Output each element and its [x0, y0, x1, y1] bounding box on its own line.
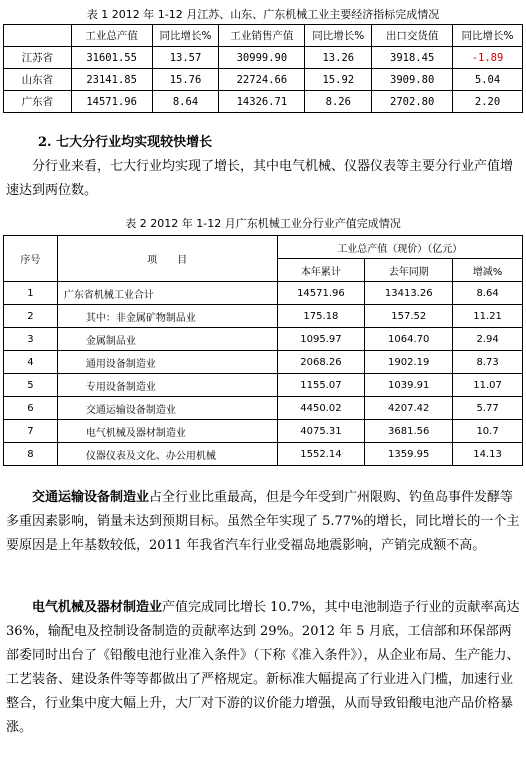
- table2-caption: 表 2 2012 年 1-12 月广东机械工业分行业产值完成情况: [125, 217, 401, 230]
- seq-header: 序号: [4, 236, 58, 282]
- province-cell: 江苏省: [4, 47, 72, 69]
- previous-cell: 1039.91: [365, 374, 453, 397]
- item-cell: 广东省机械工业合计: [57, 282, 277, 305]
- value-cell: 5.04: [453, 69, 523, 91]
- previous-cell: 4207.42: [365, 397, 453, 420]
- item-cell: 专用设备制造业: [57, 374, 277, 397]
- table-row: [4, 69, 523, 91]
- table1-header-cell: 工业销售产值: [219, 25, 305, 47]
- sub-header-cell: 去年同期: [365, 259, 453, 282]
- table2: [3, 235, 523, 466]
- paragraph-body: 占全行业比重最高，但是今年受到广州限购、钓鱼岛事件发酵等多重因素影响，销量未达到预期目标。虽然全年实现了 5.77%的增长，同比增长的一个主要原因是上年基数较低，2011 年我省汽车行业受福岛地震影响，产销完成额不高。: [6, 490, 520, 553]
- seq-cell: 1: [4, 282, 58, 305]
- sub-header-cell: 本年累计: [277, 259, 365, 282]
- paragraph-body: 产值完成同比增长 10.7%，其中电池制造子行业的贡献率高达 36%，输配电及控制设备制造的贡献率达到 29%。2012 年 5 月底，工信部和环保部两部委同时出台了《铅酸电池行业准入条件》（下称《准入条件》），从企业布局、生产能力、工艺装备、建设条件等等都做出了严格规定。新标准大幅提高了行业进入门槛，加速行业整合，行业集中度大幅上升，大厂对下游的议价能力增强，从而导致铅酸电池产品价格暴涨。: [6, 600, 520, 735]
- table1-header-cell: 出口交货值: [372, 25, 453, 47]
- value-cell: 14326.71: [219, 91, 305, 113]
- value-cell: 8.64: [152, 91, 219, 113]
- value-cell-negative: -1.89: [453, 47, 523, 69]
- value-cell: 13.57: [152, 47, 219, 69]
- current-cell: 1155.07: [277, 374, 365, 397]
- value-cell: 15.92: [305, 69, 372, 91]
- change-cell: 5.77: [453, 397, 523, 420]
- table1-header-cell: 同比增长%: [152, 25, 219, 47]
- seq-cell: 3: [4, 328, 58, 351]
- previous-cell: 157.52: [365, 305, 453, 328]
- paragraph-electrical: [6, 596, 522, 740]
- previous-cell: 3681.56: [365, 420, 453, 443]
- current-cell: 4075.31: [277, 420, 365, 443]
- table-row: [4, 47, 523, 69]
- previous-cell: 13413.26: [365, 282, 453, 305]
- value-cell: 15.76: [152, 69, 219, 91]
- item-cell: 交通运输设备制造业: [57, 397, 277, 420]
- change-cell: 10.7: [453, 420, 523, 443]
- table2-header-row: [4, 236, 523, 259]
- value-cell: 22724.66: [219, 69, 305, 91]
- paragraph-overview: 分行业来看，七大行业均实现了增长，其中电气机械、仪器仪表等主要分行业产值增速达到两位数。: [6, 159, 514, 198]
- previous-cell: 1902.19: [365, 351, 453, 374]
- table-row: [4, 91, 523, 113]
- table1-header-cell: 同比增长%: [305, 25, 372, 47]
- item-cell: 其中：非金属矿物制品业: [57, 305, 277, 328]
- value-cell: 31601.55: [71, 47, 152, 69]
- table-row: [4, 328, 523, 351]
- current-cell: 2068.26: [277, 351, 365, 374]
- table1-header-cell: 同比增长%: [453, 25, 523, 47]
- change-cell: 8.73: [453, 351, 523, 374]
- current-cell: 1095.97: [277, 328, 365, 351]
- paragraph-lead: 电气机械及器材制造业: [32, 600, 163, 615]
- value-cell: 13.26: [305, 47, 372, 69]
- seq-cell: 6: [4, 397, 58, 420]
- change-cell: 14.13: [453, 443, 523, 466]
- value-cell: 3909.80: [372, 69, 453, 91]
- sub-header-cell: 增减%: [453, 259, 523, 282]
- current-cell: 175.18: [277, 305, 365, 328]
- table1-caption: 表 1 2012 年 1-12 月江苏、山东、广东机械工业主要经济指标完成情况: [86, 8, 440, 21]
- output-group-header: 工业总产值（现价）（亿元）: [277, 236, 522, 259]
- change-cell: 8.64: [453, 282, 523, 305]
- change-cell: 2.94: [453, 328, 523, 351]
- previous-cell: 1064.70: [365, 328, 453, 351]
- paragraph-transport: [6, 486, 522, 558]
- current-cell: 4450.02: [277, 397, 365, 420]
- table-row: [4, 351, 523, 374]
- item-header: 项 目: [57, 236, 277, 282]
- item-cell: 通用设备制造业: [57, 351, 277, 374]
- seq-cell: 8: [4, 443, 58, 466]
- province-cell: 山东省: [4, 69, 72, 91]
- seq-cell: 4: [4, 351, 58, 374]
- item-cell: 金属制品业: [57, 328, 277, 351]
- value-cell: 2702.80: [372, 91, 453, 113]
- table-row: [4, 305, 523, 328]
- change-cell: 11.21: [453, 305, 523, 328]
- table-row: [4, 397, 523, 420]
- province-cell: 广东省: [4, 91, 72, 113]
- table1: [3, 24, 523, 113]
- value-cell: 2.20: [453, 91, 523, 113]
- change-cell: 11.07: [453, 374, 523, 397]
- table1-header-row: [4, 25, 523, 47]
- table1-header-cell: 工业总产值: [71, 25, 152, 47]
- value-cell: 23141.85: [71, 69, 152, 91]
- value-cell: 3918.45: [372, 47, 453, 69]
- item-cell: 电气机械及器材制造业: [57, 420, 277, 443]
- seq-cell: 2: [4, 305, 58, 328]
- table1-header-cell: [4, 25, 72, 47]
- value-cell: 8.26: [305, 91, 372, 113]
- section-heading: 2. 七大分行业均实现较快增长: [38, 135, 213, 150]
- item-cell: 仪器仪表及文化、办公用机械: [57, 443, 277, 466]
- table-row: [4, 443, 523, 466]
- seq-cell: 5: [4, 374, 58, 397]
- paragraph-lead: 交通运输设备制造业: [32, 490, 150, 505]
- current-cell: 14571.96: [277, 282, 365, 305]
- value-cell: 30999.90: [219, 47, 305, 69]
- seq-cell: 7: [4, 420, 58, 443]
- table-row: [4, 282, 523, 305]
- table-row: [4, 374, 523, 397]
- current-cell: 1552.14: [277, 443, 365, 466]
- table-row: [4, 420, 523, 443]
- value-cell: 14571.96: [71, 91, 152, 113]
- previous-cell: 1359.95: [365, 443, 453, 466]
